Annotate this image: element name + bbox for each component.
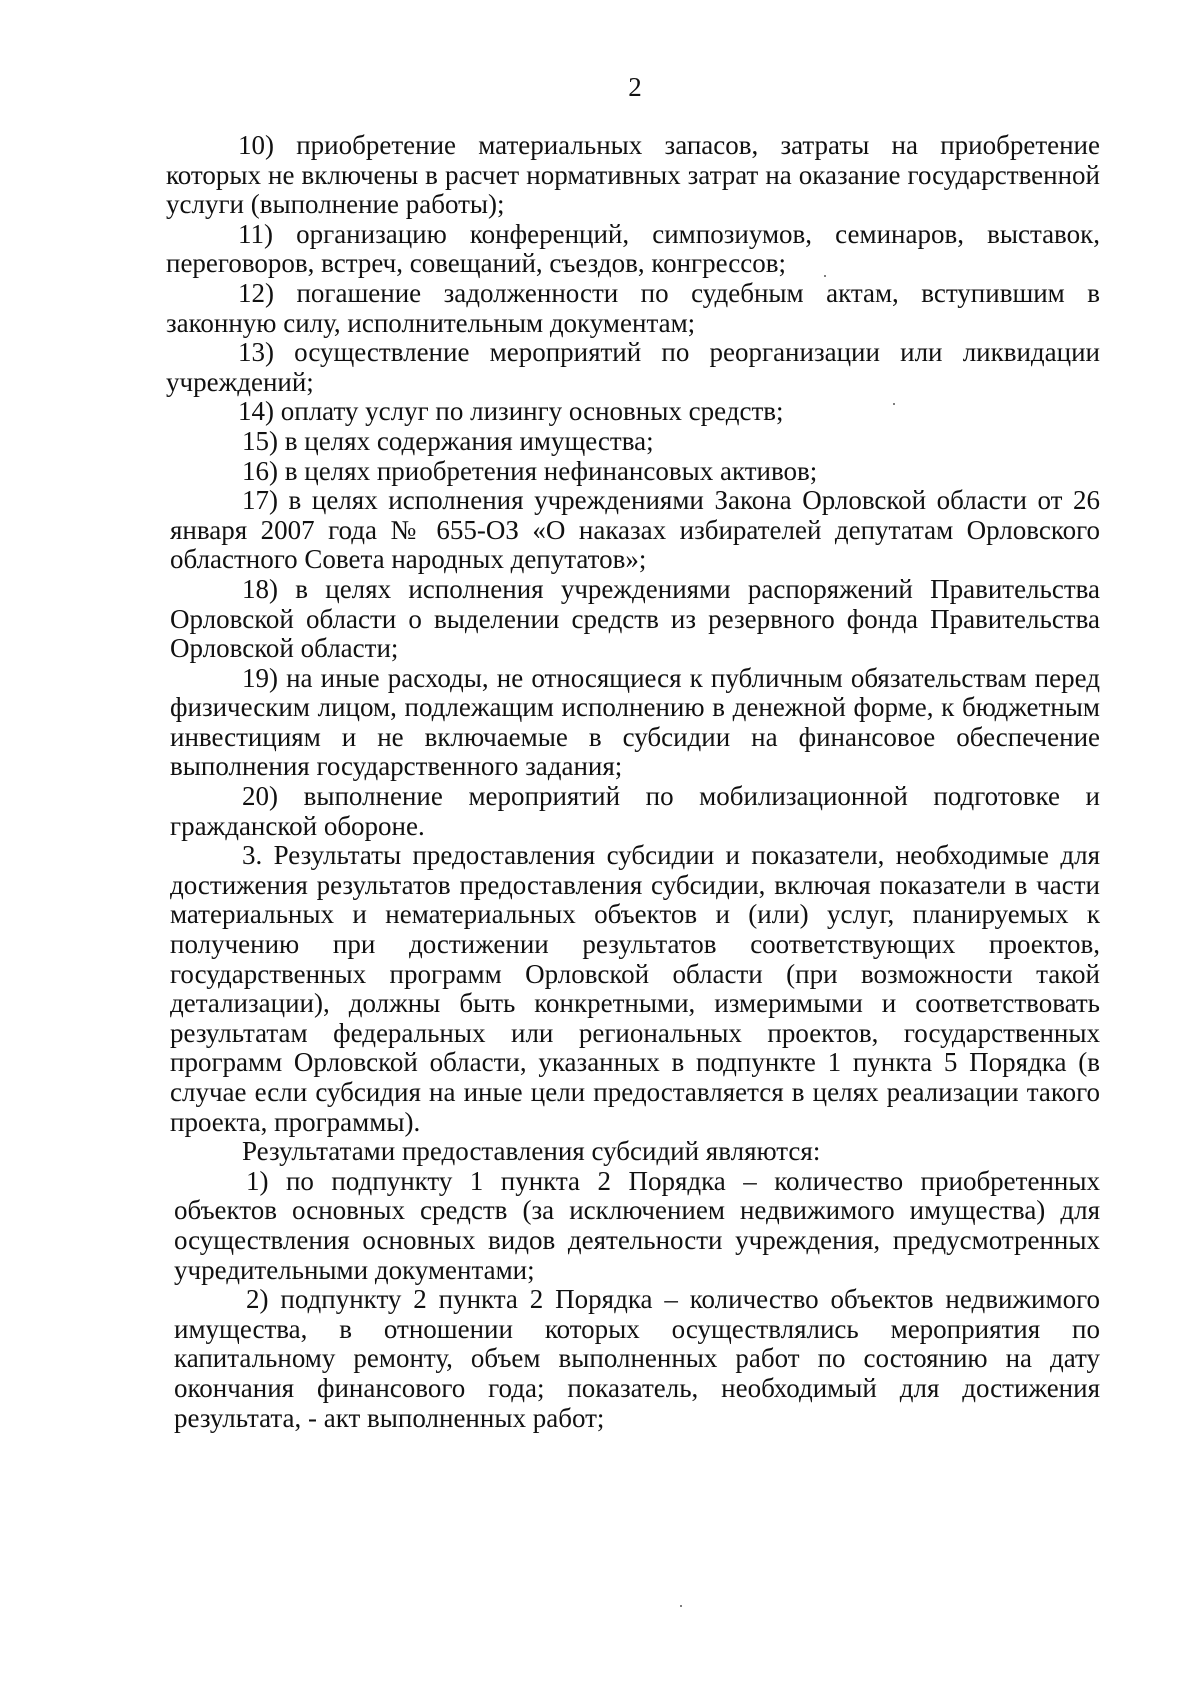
page-number: 2	[628, 72, 642, 102]
paragraph-item-14: 14) оплату услуг по лизингу основных средств;	[238, 396, 784, 427]
paragraph-item-11: 11) организацию конференций, симпозиумов, семинаров, выставок, переговоров, встреч, совещаний, съездов, конгрессов;	[166, 218, 1100, 279]
scan-speck	[893, 403, 895, 405]
paragraph-item-20: 20) выполнение мероприятий по мобилизационной подготовке и гражданской обороне.	[170, 781, 1100, 841]
scan-speck	[680, 1605, 682, 1607]
document-body	[166, 131, 1100, 1433]
section-3-paragraph: 3. Результаты предоставления субсидии и показатели, необходимые для достижения результатов предоставления субсидии, включая показатели в части материальных и нематериальных объектов и (или) услуг, планируемых к получению при достижении результатов соответствующих проектов, государственных программ Орловской области (при возможности такой детализации), должны быть конкретными, измеримыми и соответствовать результатам федеральных или региональных проектов, государственных программ Орловской области, указанных в подпункте 1 пункта 5 Порядка (в случае если субсидия на иные цели предоставляется в целях реализации такого проекта, программы).	[170, 840, 1100, 1137]
paragraph-item-16: 16) в целях приобретения нефинансовых активов;	[242, 455, 818, 486]
paragraph-item-13: 13) осуществление мероприятий по реорганизации или ликвидации учреждений;	[166, 337, 1100, 397]
result-item-2: 2) подпункту 2 пункта 2 Порядка – количество объектов недвижимого имущества, в отношении которых осуществлялись мероприятия по капитальному ремонту, объем выполненных работ по состоянию на дату окончания финансового года; показатель, необходимый для достижения результата, - акт выполненных работ;	[174, 1284, 1100, 1433]
scan-speck	[824, 275, 826, 277]
paragraph-item-10: 10) приобретение материальных запасов, затраты на приобретение которых не включены в расчет нормативных затрат на оказание государственной услуги (выполнение работы);	[166, 130, 1100, 220]
results-intro: Результатами предоставления субсидий являются:	[242, 1136, 821, 1167]
result-item-1: 1) по подпункту 1 пункта 2 Порядка – количество приобретенных объектов основных средств (за исключением недвижимого имущества) для осуществления основных видов деятельности учреждения, предусмотренных учредительными документами;	[174, 1165, 1100, 1285]
paragraph-item-12: 12) погашение задолженности по судебным актам, вступившим в законную силу, исполнительным документам;	[166, 277, 1100, 338]
paragraph-item-19: 19) на иные расходы, не относящиеся к публичным обязательствам перед физическим лицом, подлежащим исполнению в денежной форме, к бюджетным инвестициям и не включаемые в субсидии на финансовое обеспечение выполнения государственного задания;	[170, 662, 1100, 782]
paragraph-item-18: 18) в целях исполнения учреждениями распоряжений Правительства Орловской области о выделении средств из резервного фонда Правительства Орловской области;	[170, 573, 1100, 664]
paragraph-item-17: 17) в целях исполнения учреждениями Закона Орловской области от 26 января 2007 года № 655-ОЗ «О наказах избирателей депутатам Орловского областного Совета народных депутатов»;	[170, 485, 1100, 575]
paragraph-item-15: 15) в целях содержания имущества;	[242, 425, 654, 456]
